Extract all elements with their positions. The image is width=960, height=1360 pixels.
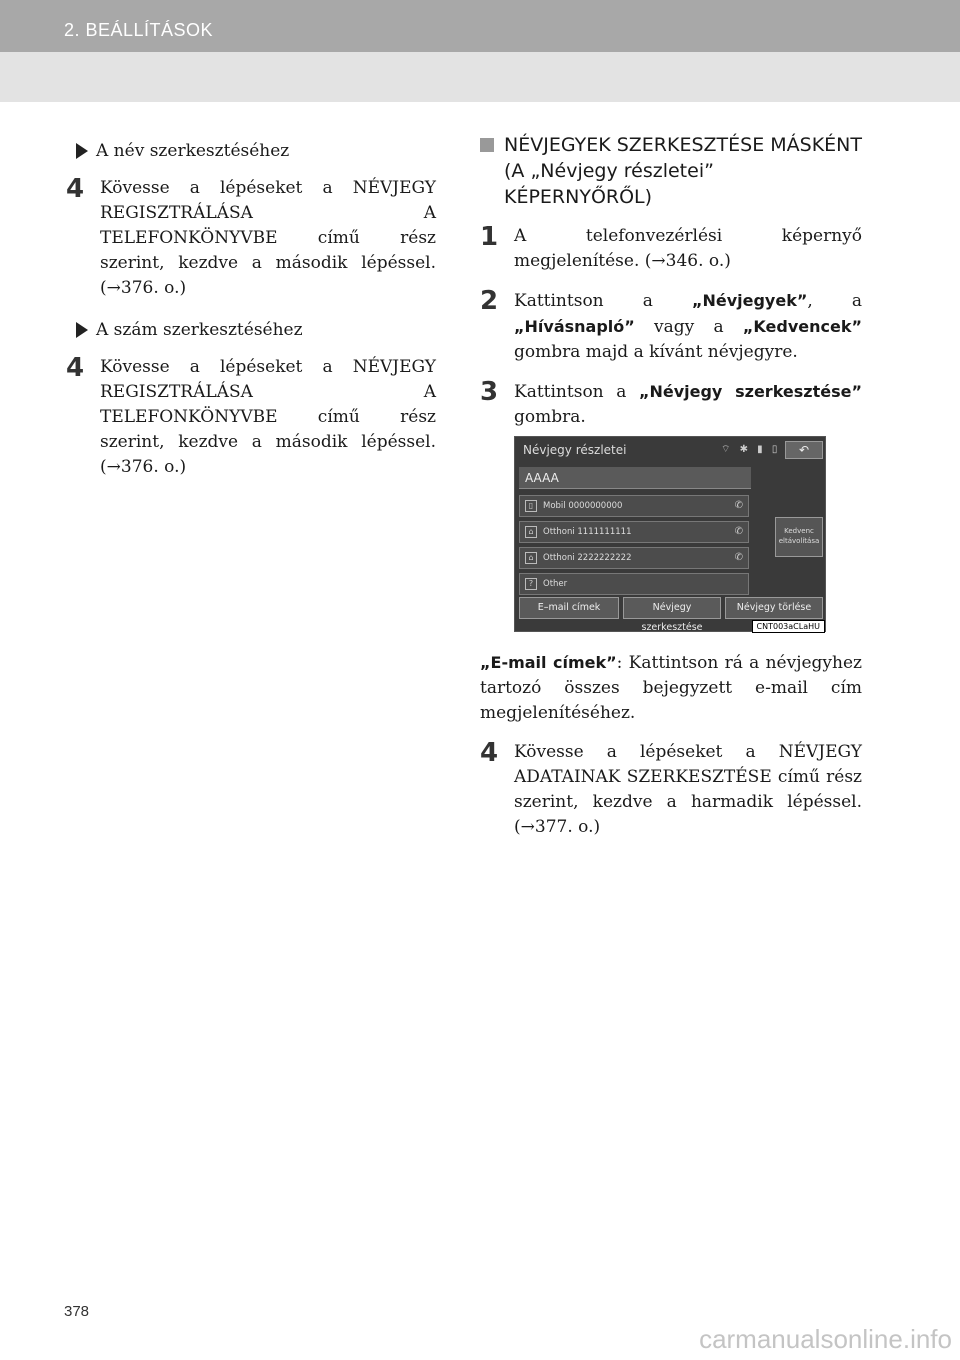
header-bar	[0, 0, 960, 52]
section-heading	[480, 132, 862, 210]
square-bullet-icon	[480, 138, 494, 152]
step-number: 4	[66, 174, 85, 204]
row-label: Otthoni 2222222222	[543, 553, 632, 563]
email-description	[480, 650, 862, 726]
row-label: Otthoni 1111111111	[543, 527, 632, 537]
page-number: 378	[64, 1303, 90, 1320]
triangle-bullet-icon	[76, 143, 88, 159]
row-label: Other	[543, 579, 568, 589]
button-ref-call-history: „Hívásnapló”	[514, 317, 635, 336]
edit-contact-button[interactable]: Névjegy szerkesztése	[623, 597, 721, 619]
text-part: , a	[807, 291, 862, 311]
step-number: 4	[480, 738, 499, 768]
phone-row-mobile[interactable]	[519, 495, 749, 517]
back-button[interactable]: ↶	[785, 441, 823, 459]
phone-icon: ✆	[734, 526, 743, 537]
button-ref-contacts: „Névjegyek”	[691, 291, 808, 310]
step	[480, 288, 862, 365]
step	[480, 740, 862, 840]
step-text: Kövesse a lépéseket a NÉVJEGY ADATAINAK SZERKESZTÉSE című rész szerint, kezdve a harmadik lépéssel. (→377. o.)	[514, 742, 862, 837]
step-number: 1	[480, 222, 499, 252]
subsection-label: A név szerkesztéséhez	[96, 141, 290, 161]
phone-row-home-1[interactable]	[519, 521, 749, 543]
step-text	[514, 379, 862, 430]
step-number: 2	[480, 286, 499, 316]
row-label: Mobil 0000000000	[543, 501, 623, 511]
status-icons: ⌔ ✱ ▮ ▯	[721, 444, 781, 455]
phone-row-home-2[interactable]	[519, 547, 749, 569]
phone-icon: ✆	[734, 500, 743, 511]
step	[480, 224, 862, 274]
text-part: Kattintson a	[514, 382, 639, 402]
text-part: Kattintson a	[514, 291, 692, 311]
text-part: vagy a	[634, 317, 743, 337]
home-icon: ⌂	[525, 552, 537, 564]
phone-icon: ✆	[734, 552, 743, 563]
subheader-bar	[0, 52, 960, 102]
subsection-name-edit	[66, 140, 436, 162]
left-column	[66, 132, 436, 494]
step	[66, 355, 436, 480]
button-ref-edit-contact: „Névjegy szerkesztése”	[638, 382, 862, 401]
email-addresses-button[interactable]: E–mail címek	[519, 597, 619, 619]
contact-details-screenshot	[514, 436, 826, 632]
step-number: 3	[480, 377, 499, 407]
subsection-number-edit	[66, 319, 436, 341]
screen-title: Névjegy részletei	[523, 443, 627, 457]
button-ref-favourites: „Kedvencek”	[742, 317, 862, 336]
watermark: carmanualsonline.info	[699, 1324, 952, 1354]
button-ref-email: „E-mail címek”	[480, 653, 617, 672]
text-part: gombra.	[514, 407, 586, 427]
question-icon: ?	[525, 578, 537, 590]
image-code: CNT003aCLaHU	[752, 620, 825, 633]
step	[66, 176, 436, 301]
contact-name: AAAA	[519, 467, 751, 489]
step-number: 4	[66, 353, 85, 383]
para-text: : Kattintson rá a névjegyhez tartozó összes bejegyzett e-mail cím megjelenítéséhez.	[480, 653, 862, 723]
step-text: A telefonvezérlési képernyő megjelenítése. (→346. o.)	[514, 226, 862, 271]
subsection-label: A szám szerkesztéséhez	[96, 320, 303, 340]
chapter-title: 2. BEÁLLÍTÁSOK	[64, 20, 214, 40]
delete-contact-button[interactable]: Névjegy törlése	[725, 597, 823, 619]
mobile-icon: ▯	[525, 500, 537, 512]
step-text: Kövesse a lépéseket a NÉVJEGY REGISZTRÁLÁSA A TELEFONKÖNYVBE című rész szerint, kezdve a második lépéssel. (→376. o.)	[100, 178, 436, 298]
text-part: gombra majd a kívánt névjegyre.	[514, 342, 798, 362]
phone-row-other[interactable]	[519, 573, 749, 595]
triangle-bullet-icon	[76, 322, 88, 338]
step-text: Kövesse a lépéseket a NÉVJEGY REGISZTRÁLÁSA A TELEFONKÖNYVBE című rész szerint, kezdve a második lépéssel. (→376. o.)	[100, 357, 436, 477]
right-column	[480, 132, 862, 854]
section-title-text: NÉVJEGYEK SZERKESZTÉSE MÁSKÉNT (A „Névjegy részletei” KÉPERNYŐRŐL)	[504, 134, 862, 208]
remove-favourite-button[interactable]: Kedvenc eltávolítása	[775, 517, 823, 557]
home-icon: ⌂	[525, 526, 537, 538]
step-text	[514, 288, 862, 365]
step	[480, 379, 862, 430]
